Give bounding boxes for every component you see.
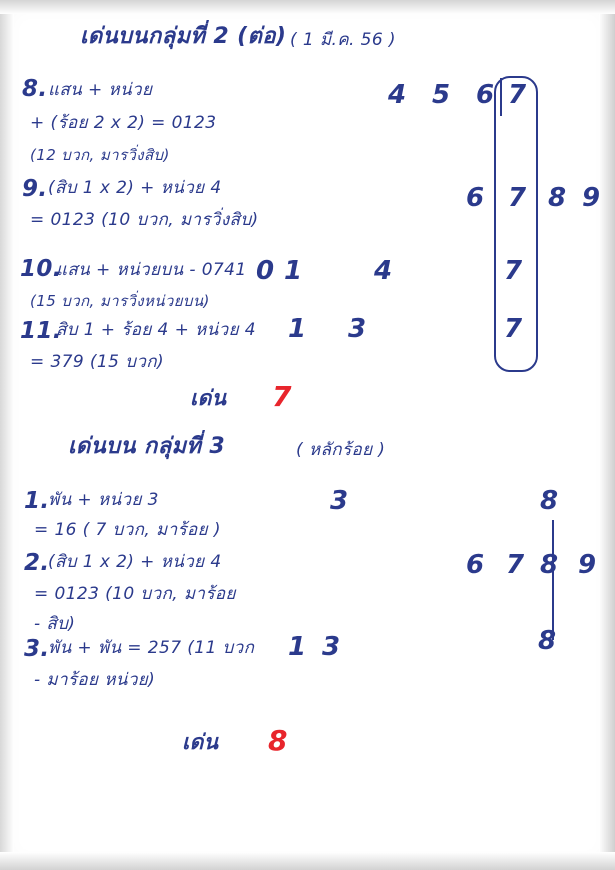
section2-conclusion-label: เด่น (182, 730, 219, 754)
item-10-digit-3: 4 (374, 256, 393, 286)
item-11-digit-1: 1 (288, 314, 307, 344)
s2-item-2-line2: = 0123 (10 บวก, มาร้อย (34, 584, 236, 604)
page-edge-bottom (0, 852, 615, 870)
item-10-number: 10. (20, 256, 62, 282)
s2-item-3-line1: พัน + พัน = 257 (11 บวก (48, 638, 255, 658)
s2-item-3-line2: - มาร้อย หน่วย) (34, 670, 156, 690)
item-8-line3: (12 บวก, มารวิ่งสิบ) (30, 146, 170, 164)
s2-item-2-number: 2. (24, 550, 50, 576)
section2-conclusion-value: 8 (268, 724, 288, 757)
s2-item-1-line2: = 16 ( 7 บวก, มาร้อย ) (34, 520, 221, 540)
s2-item-3-number: 3. (24, 636, 50, 662)
page-edge-left (0, 0, 14, 870)
s2-item-2-digit-1: 6 (466, 550, 485, 580)
section1-conclusion-label: เด่น (190, 386, 227, 410)
s2-item-3-digit-1: 1 (288, 632, 307, 662)
item-10-digit-4: 7 (504, 256, 523, 286)
s2-item-3-digit-2: 3 (322, 632, 341, 662)
s2-item-3-digit-3: 8 (538, 626, 557, 656)
item-8-line1: แสน + หน่วย (48, 80, 153, 100)
item-8-digit-3: 6 (476, 80, 495, 110)
s2-item-1-number: 1. (24, 488, 50, 514)
s2-item-1-line1: พัน + หน่วย 3 (48, 490, 159, 510)
highlight-bracket-column-7 (494, 76, 538, 372)
item-9-number: 9. (22, 176, 48, 202)
page-edge-right (599, 0, 615, 870)
item-11-line2: = 379 (15 บวก) (30, 352, 165, 372)
item-11-digit-3: 7 (504, 314, 523, 344)
item-10-line1: แสน + หน่วยบน - 0741 (56, 260, 247, 280)
section1-title-suffix: ( 1 มี.ค. 56 ) (290, 30, 396, 50)
s2-item-2-digit-3: 8 (540, 550, 559, 580)
s2-item-2-digit-2: 7 (506, 550, 525, 580)
section2-title-suffix: ( หลักร้อย ) (296, 440, 386, 460)
section1-title: เด่นบนกลุ่มที่ 2 (ต่อ) (80, 24, 287, 49)
item-9-digit-3: 8 (548, 183, 567, 213)
item-9-digit-1: 6 (466, 183, 485, 213)
item-9-line2: = 0123 (10 บวก, มารวิ่งสิบ) (30, 210, 259, 230)
item-10-digit-2: 1 (284, 256, 303, 286)
item-9-digit-4: 9 (582, 183, 601, 213)
item-8-number: 8. (22, 76, 48, 102)
s2-item-2-line1: (สิบ 1 x 2) + หน่วย 4 (48, 552, 222, 572)
item-10-line2: (15 บวก, มารวิ่งหน่วยบน) (30, 292, 210, 310)
section1-conclusion-value: 7 (272, 380, 292, 413)
item-9-line1: (สิบ 1 x 2) + หน่วย 4 (48, 178, 222, 198)
item-9-digit-2: 7 (508, 183, 527, 213)
s2-item-2-line3: - สิบ) (34, 614, 76, 634)
item-8-digit-4: 7 (508, 80, 527, 110)
item-11-digit-2: 3 (348, 314, 367, 344)
page-edge-top (0, 0, 615, 14)
item-8-line2: + (ร้อย 2 x 2) = 0123 (30, 113, 217, 133)
item-8-digit-2: 5 (432, 80, 451, 110)
section2-title: เด่นบน กลุ่มที่ 3 (68, 434, 226, 459)
connector-line-column-8 (552, 520, 554, 640)
item-10-digit-1: 0 (256, 256, 275, 286)
s2-item-1-digit-1: 3 (330, 486, 349, 516)
item-11-number: 11. (20, 318, 62, 344)
item-11-line1: สิบ 1 + ร้อย 4 + หน่วย 4 (56, 320, 256, 340)
s2-item-2-digit-4: 9 (578, 550, 597, 580)
s2-item-1-digit-2: 8 (540, 486, 559, 516)
bracket-inner-divider (500, 78, 502, 116)
item-8-digit-1: 4 (388, 80, 407, 110)
